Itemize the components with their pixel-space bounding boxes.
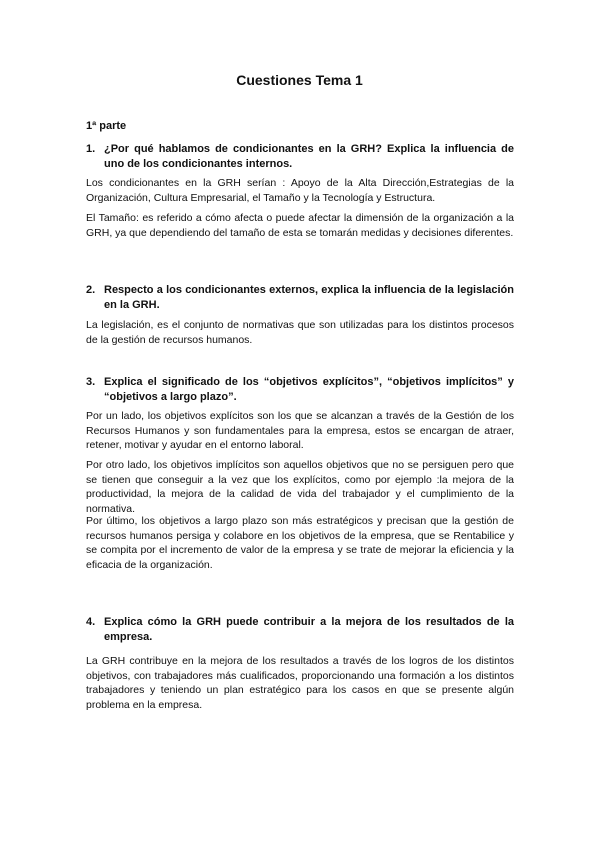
question-number: 2. bbox=[86, 284, 96, 296]
question-text: Explica el significado de los “objetivos explícitos”, “objetivos implícitos” y “objetivos a largo plazo”. bbox=[104, 376, 514, 403]
part-heading: 1ª parte bbox=[86, 120, 127, 132]
answer-paragraph: Por último, los objetivos a largo plazo son más estratégicos y precisan que la gestión de recursos humanos persiga y colabore en los objetivos de la empresa, que se Rentabilice y se compita por el incremento de valor de la empresa y se trate de mejorar la eficiencia y la eficacia de la organización. bbox=[86, 515, 514, 571]
answer-paragraph: La GRH contribuye en la mejora de los resultados a través de los logros de los distintos objetivos, con trabajadores más cualificados, proporcionando una formación a los distintos trabajadores y teniendo un plan estratégico para los casos en que se presente algún problema en la empresa. bbox=[86, 655, 514, 711]
question-4 bbox=[86, 615, 514, 645]
answer-paragraph: Por otro lado, los objetivos implícitos son aquellos objetivos que no se persiguen pero que se tienen que conseguir a la vez que los explícitos, como por ejemplo :la mejora de la productividad, la mejora de la calidad de vida del trabajador y el cumplimiento de la normativa. bbox=[86, 459, 514, 515]
question-text: Respecto a los condicionantes externos, explica la influencia de la legislación en la GRH. bbox=[104, 284, 514, 311]
question-2 bbox=[86, 283, 514, 313]
question-number: 4. bbox=[86, 616, 96, 628]
question-number: 1. bbox=[86, 143, 96, 155]
answer-paragraph: Los condicionantes en la GRH serían : Apoyo de la Alta Dirección,Estrategias de la Organización, Cultura Empresarial, el Tamaño y la Tecnología y Estructura. bbox=[86, 177, 514, 204]
answer-paragraph: El Tamaño: es referido a cómo afecta o puede afectar la dimensión de la organización a la GRH, ya que dependiendo del tamaño de esta se tomarán medidas y decisiones diferentes. bbox=[86, 212, 514, 239]
question-number: 3. bbox=[86, 376, 96, 388]
question-text: ¿Por qué hablamos de condicionantes en la GRH? Explica la influencia de uno de los condicionantes internos. bbox=[104, 143, 514, 170]
question-text: Explica cómo la GRH puede contribuir a la mejora de los resultados de la empresa. bbox=[104, 616, 514, 643]
answer-paragraph: Por un lado, los objetivos explícitos son los que se alcanzan a través de la Gestión de los Recursos Humanos y son fundamentales para la empresa, estos se encargan de atraer, retener, motivar y ayudar en el entorno laboral. bbox=[86, 410, 514, 451]
answer-paragraph: La legislación, es el conjunto de normativas que son utilizadas para los distintos procesos de la gestión de recursos humanos. bbox=[86, 319, 514, 346]
question-3 bbox=[86, 375, 514, 405]
question-1 bbox=[86, 142, 514, 172]
document-title: Cuestiones Tema 1 bbox=[236, 72, 363, 88]
